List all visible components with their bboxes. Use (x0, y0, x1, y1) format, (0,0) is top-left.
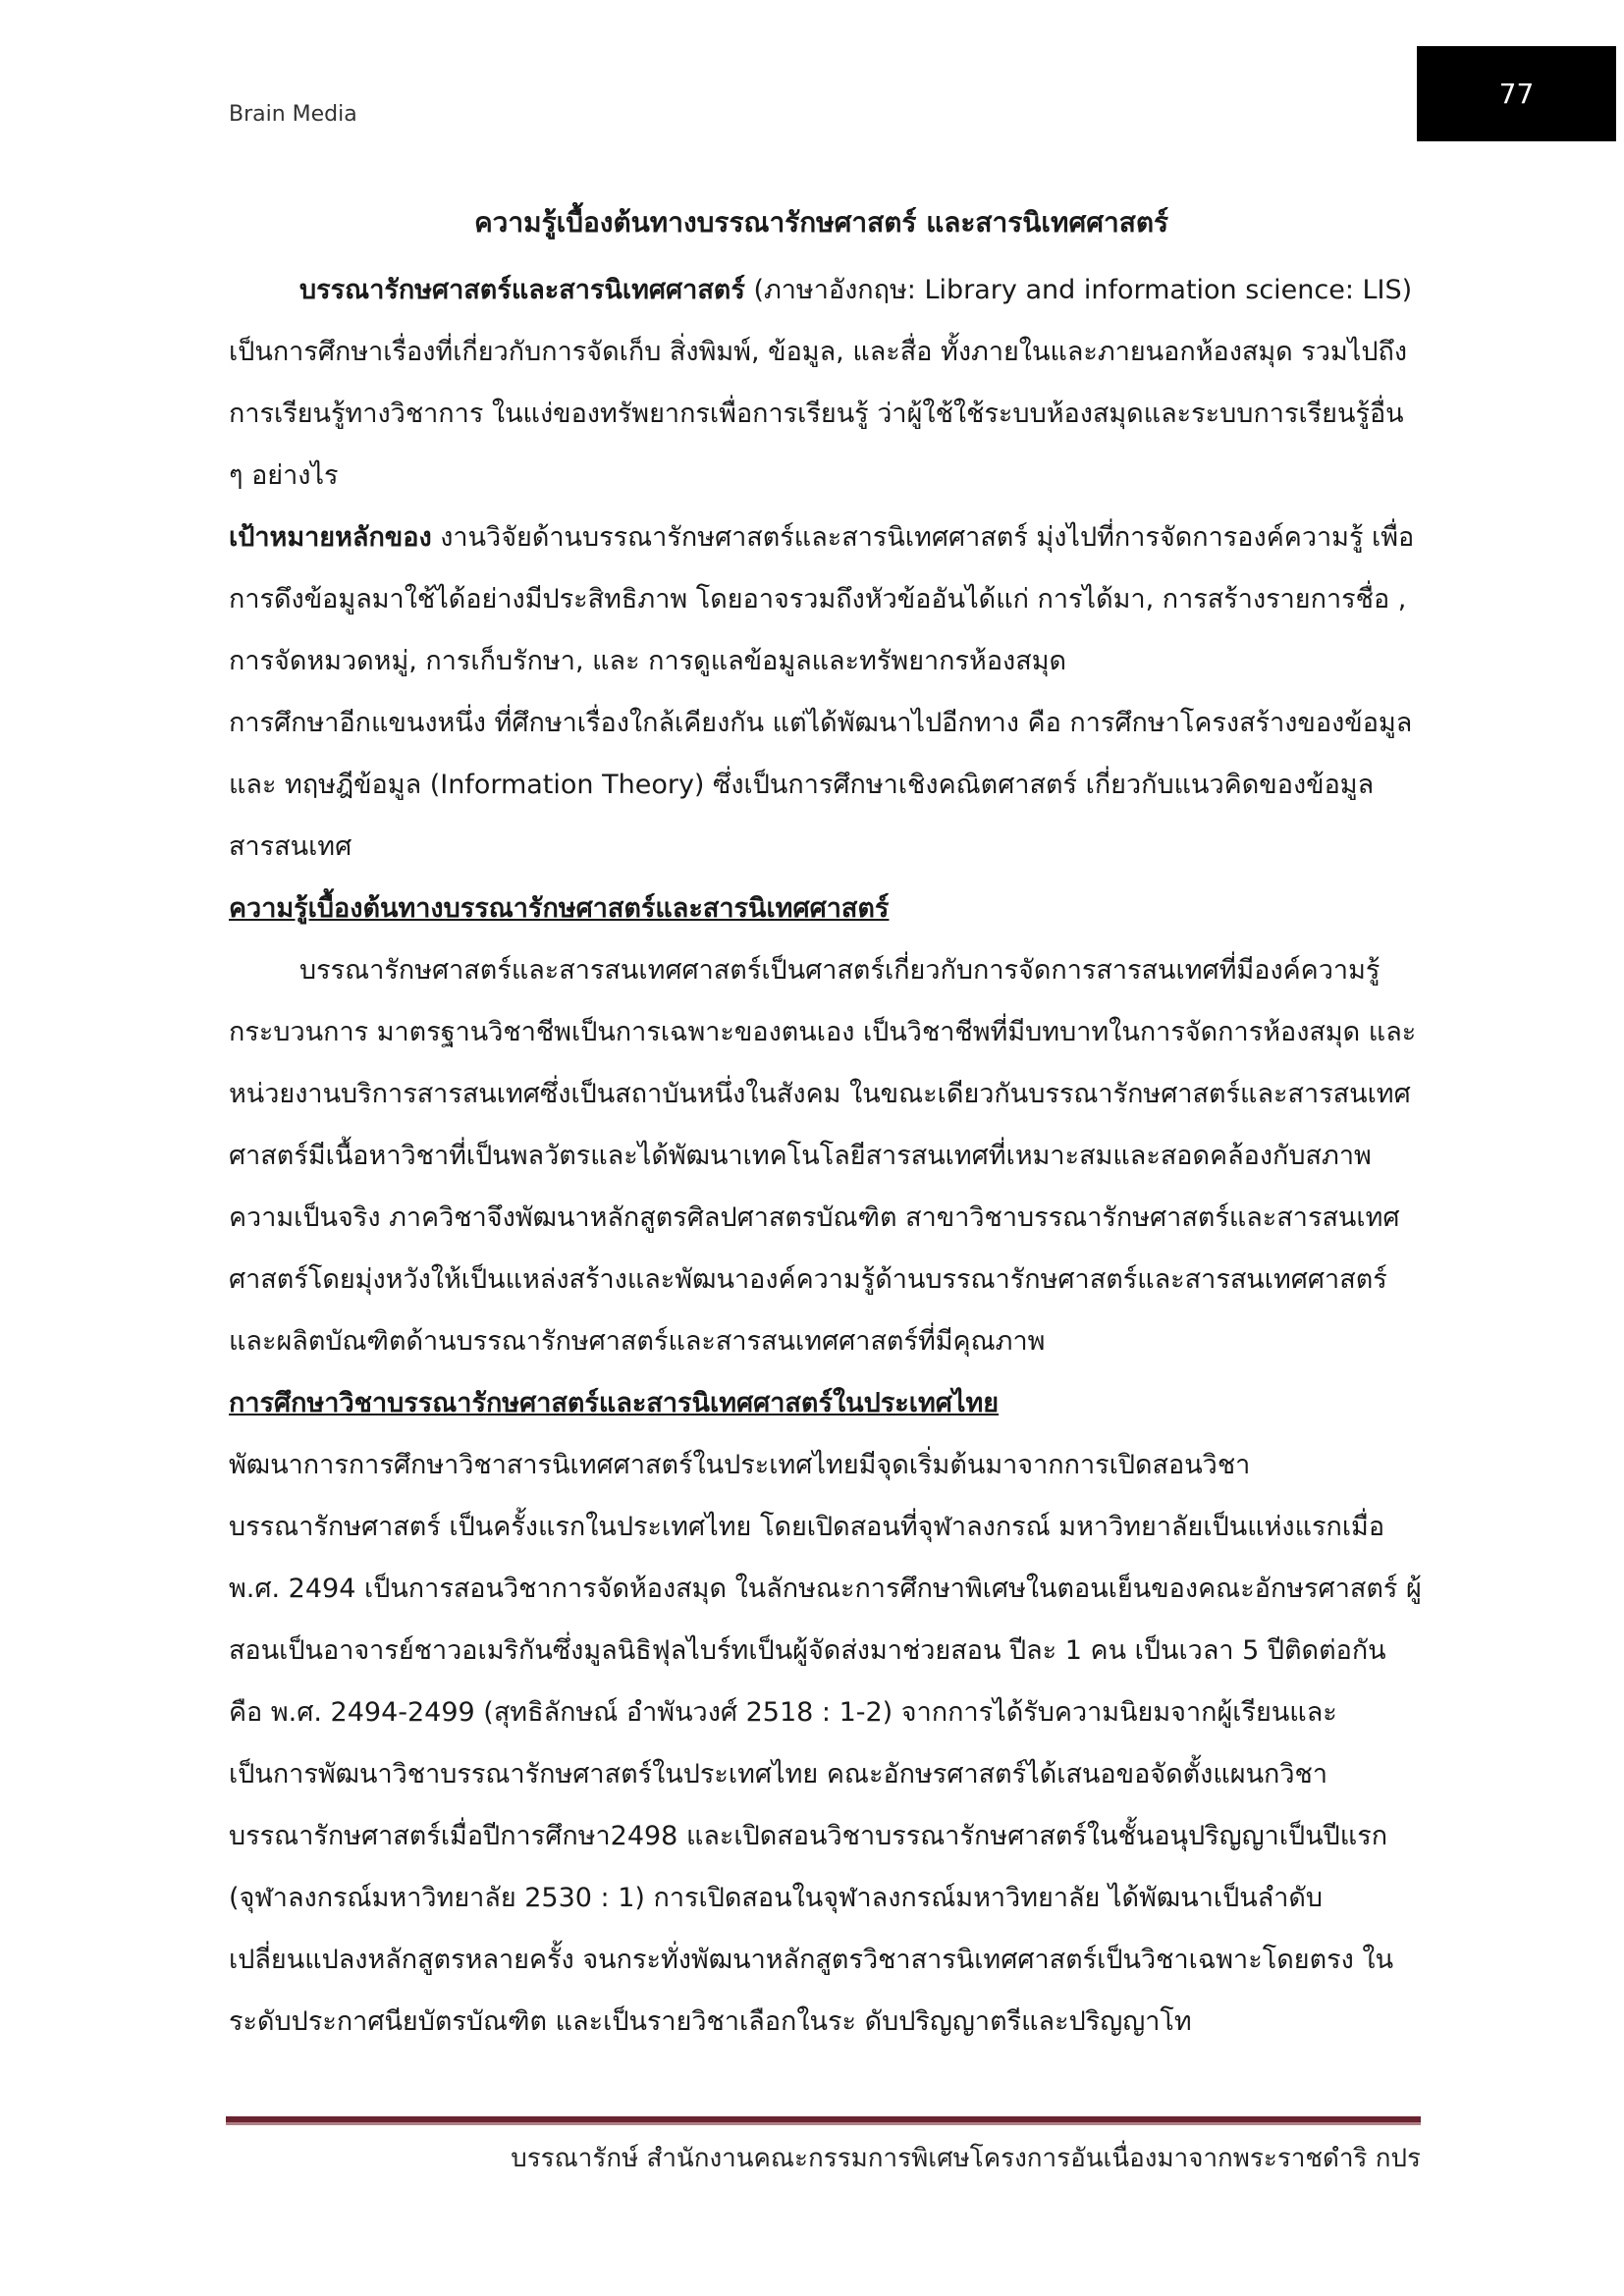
page-number: 77 (1498, 78, 1535, 110)
footer-text: บรรณารักษ์ สำนักงานคณะกรรมการพิเศษโครงการอันเนื่องมาจากพระราชดำริ กปร (511, 2144, 1421, 2173)
section2-paragraph: พัฒนาการการศึกษาวิชาสารนิเทศศาสตร์ในประเทศไทยมีจุดเริ่มต้นมาจากการเปิดสอนวิชาบรรณารักษศาสตร์ เป็นครั้งแรกในประเทศไทย โดยเปิดสอนที่จุฬาลงกรณ์ มหาวิทยาลัยเป็นแห่งแรกเมื่อ พ.ศ. 2494 เป็นการสอนวิชาการจัดห้องสมุด ในลักษณะการศึกษาพิเศษในตอนเย็นของคณะอักษรศาสตร์ ผู้สอนเป็นอาจารย์ชาวอเมริกันซึ่งมูลนิธิฟุลไบร์ทเป็นผู้จัดส่งมาช่วยสอน ปีละ 1 คน เป็นเวลา 5 ปีติดต่อกัน คือ พ.ศ. 2494-2499 (สุทธิลักษณ์ อำพันวงศ์ 2518 : 1-2) จากการได้รับความนิยมจากผู้เรียนและเป็นการพัฒนาวิชาบรรณารักษศาสตร์ในประเทศไทย คณะอักษรศาสตร์ได้เสนอขอจัดตั้งแผนกวิชาบรรณารักษศาสตร์เมื่อปีการศึกษา2498 และเปิดสอนวิชาบรรณารักษศาสตร์ในชั้นอนุปริญญาเป็นปีแรก (จุฬาลงกรณ์มหาวิทยาลัย 2530 : 1) การเปิดสอนในจุฬาลงกรณ์มหาวิทยาลัย ได้พัฒนาเป็นลำดับ เปลี่ยนแปลงหลักสูตรหลายครั้ง จนกระทั่งพัฒนาหลักสูตรวิชาสารนิเทศศาสตร์เป็นวิชาเฉพาะโดยตรง ในระดับประกาศนียบัตรบัณฑิต และเป็นรายวิชาเลือกในระ ดับปริญญาตรีและปริญญาโท (229, 1450, 1422, 2037)
document-title: ความรู้เบื้องต้นทางบรรณารักษศาสตร์ และสารนิเทศศาสตร์ (473, 206, 1169, 239)
header-title: Brain Media (229, 102, 357, 127)
section2-heading: การศึกษาวิชาบรรณารักษศาสตร์และสารนิเทศศาสตร์ในประเทศไทย (229, 1388, 1000, 1418)
section1-heading: ความรู้เบื้องต้นทางบรรณารักษศาสตร์และสารนิเทศศาสตร์ (229, 893, 890, 924)
section1-paragraph: บรรณารักษศาสตร์และสารสนเทศศาสตร์เป็นศาสตร์เกี่ยวกับการจัดการสารสนเทศที่มีองค์ความรู้ กระบวนการ มาตรฐานวิชาชีพเป็นการเฉพาะของตนเอง เป็นวิชาชีพที่มีบทบาทในการจัดการห้องสมุด และหน่วยงานบริการสารสนเทศซึ่งเป็นสถาบันหนึ่งในสังคม ในขณะเดียวกันบรรณารักษศาสตร์และสารสนเทศศาสตร์มีเนื้อหาวิชาที่เป็นพลวัตรและได้พัฒนาเทคโนโลยีสารสนเทศที่เหมาะสมและสอดคล้องกับสภาพความเป็นจริง ภาควิชาจึงพัฒนาหลักสูตรศิลปศาสตรบัณฑิต สาขาวิชาบรรณารักษศาสตร์และสารสนเทศศาสตร์โดยมุ่งหวังให้เป็นแหล่งสร้างและพัฒนาองค์ความรู้ด้านบรรณารักษศาสตร์และสารสนเทศศาสตร์และผลิตบัณฑิตด้านบรรณารักษศาสตร์และสารสนเทศศาสตร์ที่มีคุณภาพ (229, 955, 1417, 1357)
other-branch-paragraph: การศึกษาอีกแขนงหนึ่ง ที่ศึกษาเรื่องใกล้เคียงกัน แต่ได้พัฒนาไปอีกทาง คือ การศึกษาโครงสร้างของข้อมูล และ ทฤษฎีข้อมูล (Information Theory) ซึ่งเป็นการศึกษาเชิงคณิตศาสตร์ เกี่ยวกับแนวคิดของข้อมูลสารสนเทศ (229, 708, 1413, 862)
goal-term: เป้าหมายหลักของ (229, 522, 432, 553)
document-body (229, 259, 1422, 2053)
intro-paragraph (229, 259, 1422, 507)
goal-text: งานวิจัยด้านบรรณารักษศาสตร์และสารนิเทศศาสตร์ มุ่งไปที่การจัดการองค์ความรู้ เพื่อการดึงข้อมูลมาใช้ได้อย่างมีประสิทธิภาพ โดยอาจรวมถึงหัวข้ออันได้แก่ การได้มา, การสร้างรายการชื่อ , การจัดหมวดหมู่, การเก็บรักษา, และ การดูแลข้อมูลและทรัพยากรห้องสมุด (229, 522, 1415, 676)
footer-divider (226, 2116, 1421, 2125)
page-number-box (1417, 46, 1616, 141)
intro-text: (ภาษาอังกฤษ: Library and information science: LIS) เป็นการศึกษาเรื่องที่เกี่ยวกับการจัดเก็บ สิ่งพิมพ์, ข้อมูล, และสื่อ ทั้งภายในและภายนอกห้องสมุด รวมไปถึงการเรียนรู้ทางวิชาการ ในแง่ของทรัพยากรเพื่อการเรียนรู้ ว่าผู้ใช้ใช้ระบบห้องสมุดและระบบการเรียนรู้อื่น ๆ อย่างไร (229, 275, 1413, 491)
intro-term: บรรณารักษศาสตร์และสารนิเทศศาสตร์ (299, 275, 745, 305)
goal-paragraph (229, 507, 1422, 692)
